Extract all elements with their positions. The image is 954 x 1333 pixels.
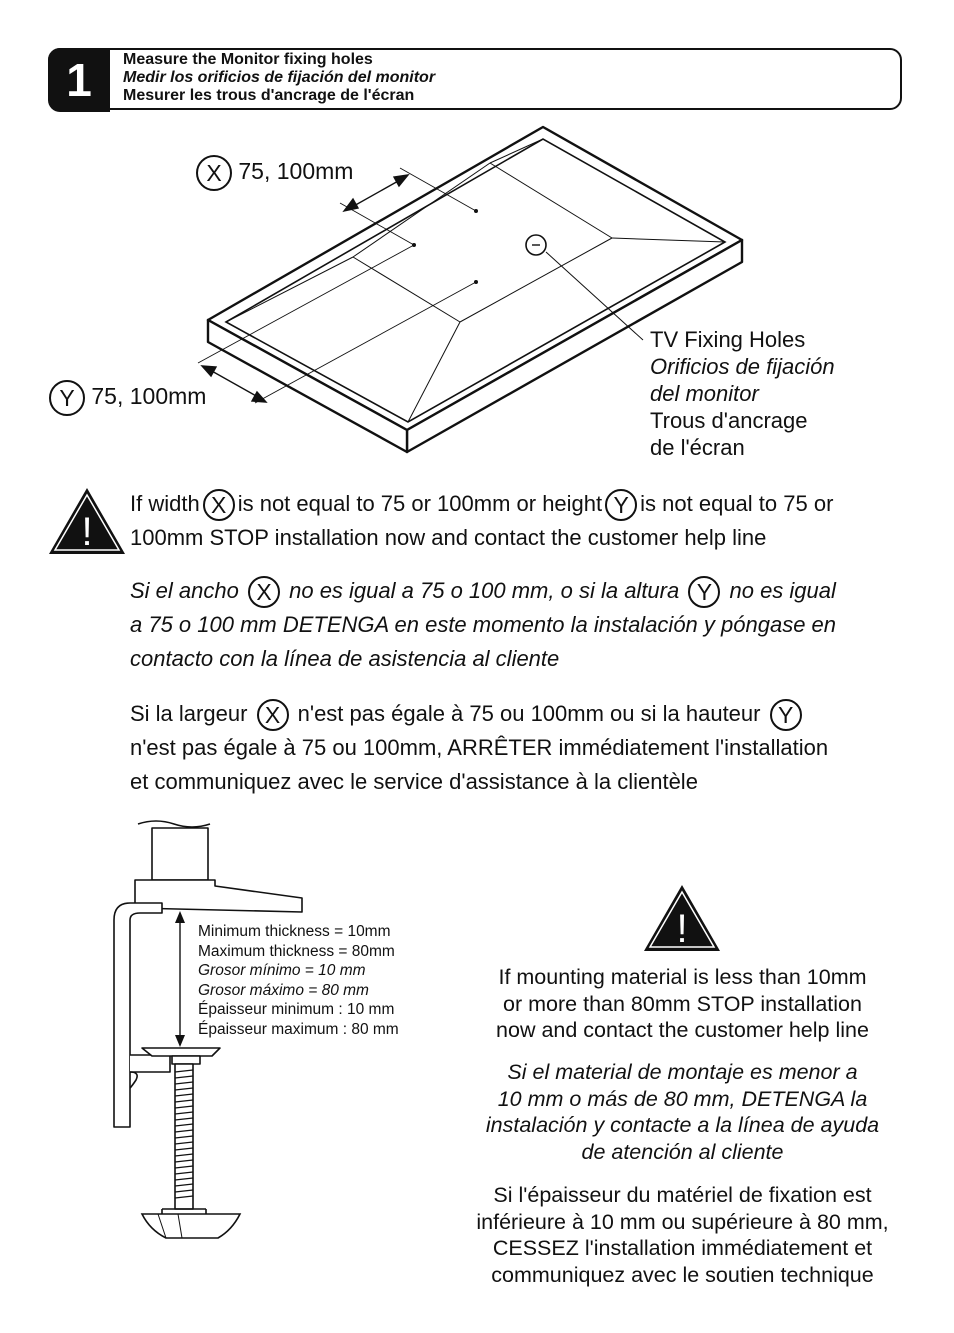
holes-label-en: TV Fixing Holes xyxy=(650,327,806,352)
y-circle-label: Y xyxy=(49,380,85,416)
x-arrow-head xyxy=(344,199,358,211)
y-circle-label: Y xyxy=(770,699,802,731)
warning-1-en-text: is not equal to 75 or xyxy=(640,491,834,516)
clamp-c-frame xyxy=(114,903,162,1127)
x-circle-label: X xyxy=(203,489,235,521)
y-circle-label: Y xyxy=(688,576,720,608)
x-circle-label: X xyxy=(248,576,280,608)
warning-1-en-text: is not equal to 75 or 100mm or height xyxy=(237,491,603,516)
warning-2-en-text: now and contact the customer help line xyxy=(496,1018,869,1042)
warning-1-fr-text: Si la largeur xyxy=(130,701,248,726)
max-thickness-fr: Épaisseur maximum : 80 mm xyxy=(198,1020,399,1038)
thickness-arrow-head xyxy=(175,911,185,923)
warning-1-fr-text: n'est pas égale à 75 ou 100mm, ARRÊTER immédiatement l'installation xyxy=(130,735,829,761)
clamp-knob xyxy=(142,1214,240,1238)
warning-1-fr-text: n'est pas égale à 75 ou 100mm ou si la hauteur xyxy=(297,701,761,726)
x-circle-label: X xyxy=(257,699,289,731)
y-dimension-value: 75, 100mm xyxy=(91,383,207,410)
warning-1-es-text: Si el ancho xyxy=(130,578,239,603)
thickness-labels xyxy=(198,922,399,1039)
warning-2-en xyxy=(445,964,920,1044)
tv-fixing-holes-label xyxy=(650,326,835,461)
step-title-fr: Mesurer les trous d'ancrage de l'écran xyxy=(123,87,415,104)
warning-2-fr-text: communiquez avec le soutien technique xyxy=(491,1262,874,1287)
warning-2-es-text: 10 mm o más de 80 mm, DETENGA la xyxy=(497,1086,868,1111)
warning-1-es-text: contacto con la línea de asistencia al cliente xyxy=(130,646,560,672)
warning-2-es-text: instalación y contacte a la línea de ayuda xyxy=(485,1113,880,1137)
warning-2-fr-text: Si l'épaisseur du matériel de fixation est xyxy=(493,1183,872,1207)
warning-1-en-text: 100mm STOP installation now and contact the customer help line xyxy=(130,525,767,551)
y-arrow-head xyxy=(202,366,216,376)
step-title-en: Measure the Monitor fixing holes xyxy=(123,51,373,68)
min-thickness-fr: Épaisseur minimum : 10 mm xyxy=(198,1001,395,1018)
warning-1-en xyxy=(130,487,920,555)
min-thickness-en: Minimum thickness = 10mm xyxy=(198,923,391,940)
warning-1-es-text: no es igual xyxy=(729,578,836,603)
warning-2-es-text: de atención al cliente xyxy=(581,1139,784,1164)
svg-text:!: ! xyxy=(81,510,93,554)
pole xyxy=(152,828,208,880)
warning-2-fr-text: CESSEZ l'installation immédiatement et xyxy=(492,1236,873,1260)
step-title-es: Medir los orificios de fijación del monitor xyxy=(123,69,436,86)
warning-2-fr xyxy=(445,1182,920,1288)
warning-1-en-text: If width xyxy=(130,491,200,516)
warning-2-en-text: If mounting material is less than 10mm xyxy=(498,965,867,989)
y-dimension-label xyxy=(49,380,206,416)
x-dimension-label xyxy=(196,155,353,191)
step-number: 1 xyxy=(48,48,110,112)
warning-triangle-icon xyxy=(641,882,723,954)
thickness-arrow-head xyxy=(175,1035,185,1047)
svg-text:!: ! xyxy=(676,907,688,951)
warning-2-en-text: or more than 80mm STOP installation xyxy=(503,991,862,1016)
warning-1-es xyxy=(130,574,920,676)
warning-1-fr xyxy=(130,697,920,799)
holes-label-es: del monitor xyxy=(650,381,759,406)
warning-1-fr-text: et communiquez avec le service d'assistance à la clientèle xyxy=(130,769,698,795)
x-circle-label: X xyxy=(196,155,232,191)
min-thickness-es: Grosor mínimo = 10 mm xyxy=(198,962,366,979)
y-arrow-head xyxy=(252,392,266,402)
holes-label-fr: de l'écran xyxy=(650,435,745,460)
post-break-line xyxy=(138,821,210,827)
y-circle-label: Y xyxy=(605,489,637,521)
warning-2-es xyxy=(445,1059,920,1165)
x-dimension-value: 75, 100mm xyxy=(238,158,354,185)
holes-label-es: Orificios de fijación xyxy=(650,354,835,379)
holes-label-fr: Trous d'ancrage xyxy=(650,408,808,433)
warning-2-es-text: Si el material de montaje es menor a xyxy=(507,1060,858,1084)
warning-triangle-icon xyxy=(46,485,128,557)
warning-1-es-text: no es igual a 75 o 100 mm, o si la altura xyxy=(289,578,680,603)
max-thickness-en: Maximum thickness = 80mm xyxy=(198,942,395,960)
warning-1-es-text: a 75 o 100 mm DETENGA en este momento la instalación y póngase en xyxy=(130,612,837,638)
max-thickness-es: Grosor máximo = 80 mm xyxy=(198,981,369,999)
pressure-plate xyxy=(142,1048,220,1056)
x-arrow-head xyxy=(394,175,408,186)
warning-2-fr-text: inférieure à 10 mm ou supérieure à 80 mm, xyxy=(476,1209,889,1234)
